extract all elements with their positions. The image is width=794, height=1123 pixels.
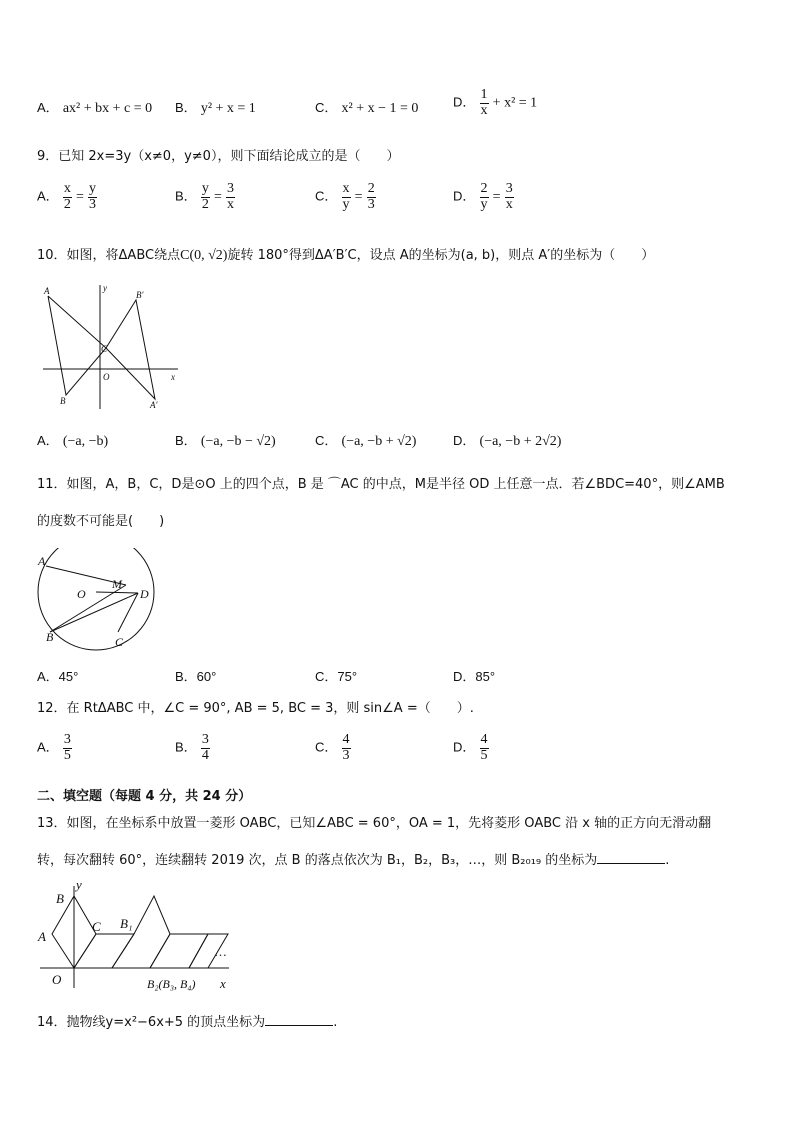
q10-option-a [37,430,108,450]
q9-b-left-num: y [201,181,209,196]
q14-stem-period: . [333,1015,338,1030]
q9-option-b-letter: B． [175,188,197,204]
q13-label-a: A [38,929,46,944]
q11-segment-bd [50,593,138,632]
q10-option-c-expr: (−a, −b + √2) [341,434,417,449]
q8-option-a-letter: A． [37,100,59,115]
q9-d-right-num: 3 [505,181,513,196]
q9-b-left-den: 2 [201,196,209,212]
q10-option-a-expr: (−a, −b) [62,434,109,449]
q9-d-right-den: x [505,196,513,212]
q11-label-a: A [38,554,46,568]
q13-label-b2: B₂(B₃, B₄) [147,977,196,991]
q12-option-b [175,733,210,763]
q13-label-b: B [56,891,64,906]
q9-option-c: C． $\frac{x}{y}$ = $\frac{2}{3}$ [315,181,375,212]
q11-figure [33,548,163,652]
q13-label-x: x [220,976,226,991]
q10-option-b-letter: B． [175,433,197,448]
q10-stem-start: 10．如图，将ΔABC绕点 [37,248,181,263]
q12-option-b-letter: B． [175,739,197,755]
q12-a-num: 3 [63,732,71,747]
q10-label-o: O [103,372,110,382]
q14-answer-blank[interactable] [265,1013,333,1026]
q11-label-o: O [77,587,86,601]
q10-label-y: y [103,283,107,293]
q11-stem-line2: 的度数不可能是( ) [37,514,165,529]
q9-stem: 9．已知 2x=3y（x≠0，y≠0），则下面结论成立的是（ ） [37,149,400,164]
q9-a-left-den: 2 [63,196,71,212]
q13-label-b1: B₁ [120,916,133,931]
q12-b-den: 4 [201,747,209,763]
q12-option-c-letter: C． [315,739,338,755]
q9-c-left-den: y [342,196,350,212]
q9-option-d-letter: D． [453,188,476,204]
q11-label-c: C [115,635,124,649]
q11-label-m: M [112,577,122,591]
q11-segment-cd [118,593,138,632]
q12-d-num: 4 [480,732,488,747]
q9-a-right-num: y [89,181,96,196]
q13-figure [34,876,246,996]
q13-stem-line2 [37,849,669,868]
q8-option-b [175,97,256,117]
q13-label-o: O [52,972,62,987]
q13-stem-line1: 13．如图，在坐标系中放置一菱形 OABC，已知∠ABC = 60°，OA = 1，先将菱形 OABC 沿 x 轴的正方向无滑动翻 [37,816,712,831]
q8-option-c-letter: C． [315,100,338,115]
q12-b-num: 3 [201,732,209,747]
q13-rhombus-flip2 [112,896,170,968]
q11-option-b: B．60° [175,669,217,684]
q9-option-d: D． $\frac{2}{y}$ = $\frac{3}{x}$ [453,181,513,212]
q8-option-b-letter: B． [175,100,197,115]
section-heading-fill-in: 二、填空题（每题 4 分，共 24 分） [37,789,252,804]
q12-option-c [315,733,351,763]
q10-label-bp: B' [136,290,144,300]
q13-rhombus-flip3 [150,934,208,968]
q10-option-c-letter: C． [315,433,338,448]
q13-ellipsis: … [214,944,227,959]
q9-option-a: A． $\frac{x}{2}$ = $\frac{y}{3}$ [37,181,96,212]
q9-d-left-den: y [480,196,488,212]
q11-circle-o [38,548,154,650]
q10-label-a: A [44,286,50,296]
q12-option-d-letter: D． [453,739,476,755]
q11-option-d: D．85° [453,669,496,684]
q13-label-y: y [76,877,82,892]
q11-option-c: C．75° [315,669,358,684]
q8-option-b-expr: y² + x = 1 [200,101,256,116]
q12-a-den: 5 [63,747,71,763]
q8-option-d-denominator: x [480,102,488,118]
q10-label-x: x [171,372,175,382]
q14-stem-line [37,1011,337,1030]
q10-option-d [453,430,561,450]
q12-d-den: 5 [480,747,488,763]
q8-option-d-letter: D． [453,94,476,110]
q8-option-d [453,88,537,118]
q9-option-c-letter: C． [315,188,338,204]
q10-figure [38,282,188,414]
q10-option-d-expr: (−a, −b + 2√2) [479,434,562,449]
q12-c-den: 3 [342,747,350,763]
q11-label-d: D [140,587,149,601]
q11-option-a: A．45° [37,669,79,684]
q10-label-c: C [101,344,108,354]
q8-option-c-expr: x² + x − 1 = 0 [341,101,419,116]
q10-option-c [315,430,416,450]
q10-triangle-abc [48,296,106,395]
q13-stem-text: 转，每次翻转 60°，连续翻转 2019 次，点 B 的落点依次为 B₁，B₂，B₃，…，则 B₂₀₁₉ 的坐标为 [37,853,598,868]
q9-c-right-den: 3 [367,196,375,212]
q8-option-c [315,97,418,117]
q9-b-right-den: x [227,196,234,212]
q12-stem: 12．在 RtΔABC 中，∠C = 90°, AB = 5, BC = 3，则 sin∠A =（ ）. [37,701,474,716]
q8-option-d-numerator: 1 [480,87,488,102]
q9-c-left-num: x [342,181,350,196]
q11-segment-bm [50,585,126,632]
q10-option-b [175,430,276,450]
q14-stem-text: 14．抛物线y=x²−6x+5 的顶点坐标为 [37,1015,266,1030]
q12-c-num: 4 [342,732,350,747]
q12-option-a [37,733,72,763]
q9-b-right-num: 3 [227,181,234,196]
q10-rotation-center: C(0, √2) [180,248,228,263]
q9-d-left-num: 2 [480,181,488,196]
q9-c-right-num: 2 [367,181,375,196]
q9-a-right-den: 3 [89,196,96,212]
q10-label-b: B [60,396,66,406]
q11-label-b: B [46,630,54,644]
q10-option-b-expr: (−a, −b − √2) [200,434,276,449]
q8-option-d-tail: + x² = 1 [492,95,538,111]
q9-option-b: B． $\frac{y}{2}$ = $\frac{3}{x}$ [175,181,234,212]
q13-stem-period: . [665,853,670,868]
q10-stem [37,244,654,264]
q13-rhombus-flip1 [74,934,134,968]
q10-option-d-letter: D． [453,433,476,448]
q10-triangle-apbpc [106,300,155,399]
q12-option-a-letter: A． [37,739,59,755]
q13-label-c: C [92,919,101,934]
q11-radius-od [96,592,138,593]
q9-option-a-letter: A． [37,188,59,204]
q10-stem-end: 旋转 180°得到ΔA′B′C，设点 A的坐标为(a, b)，则点 A′的坐标为（ ） [227,248,655,263]
q13-answer-blank[interactable] [597,851,665,864]
q10-option-a-letter: A． [37,433,59,448]
q8-option-a-expr: ax² + bx + c = 0 [62,101,153,116]
q11-stem-line1: 11．如图，A，B，C，D是⊙O 上的四个点，B 是 ⌒AC 的中点，M是半径 OD 上任意一点．若∠BDC=40°，则∠AMB [37,477,725,492]
q10-label-ap: A' [150,400,158,410]
q12-option-d [453,733,489,763]
q8-option-a [37,97,152,117]
q9-a-left-num: x [63,181,71,196]
